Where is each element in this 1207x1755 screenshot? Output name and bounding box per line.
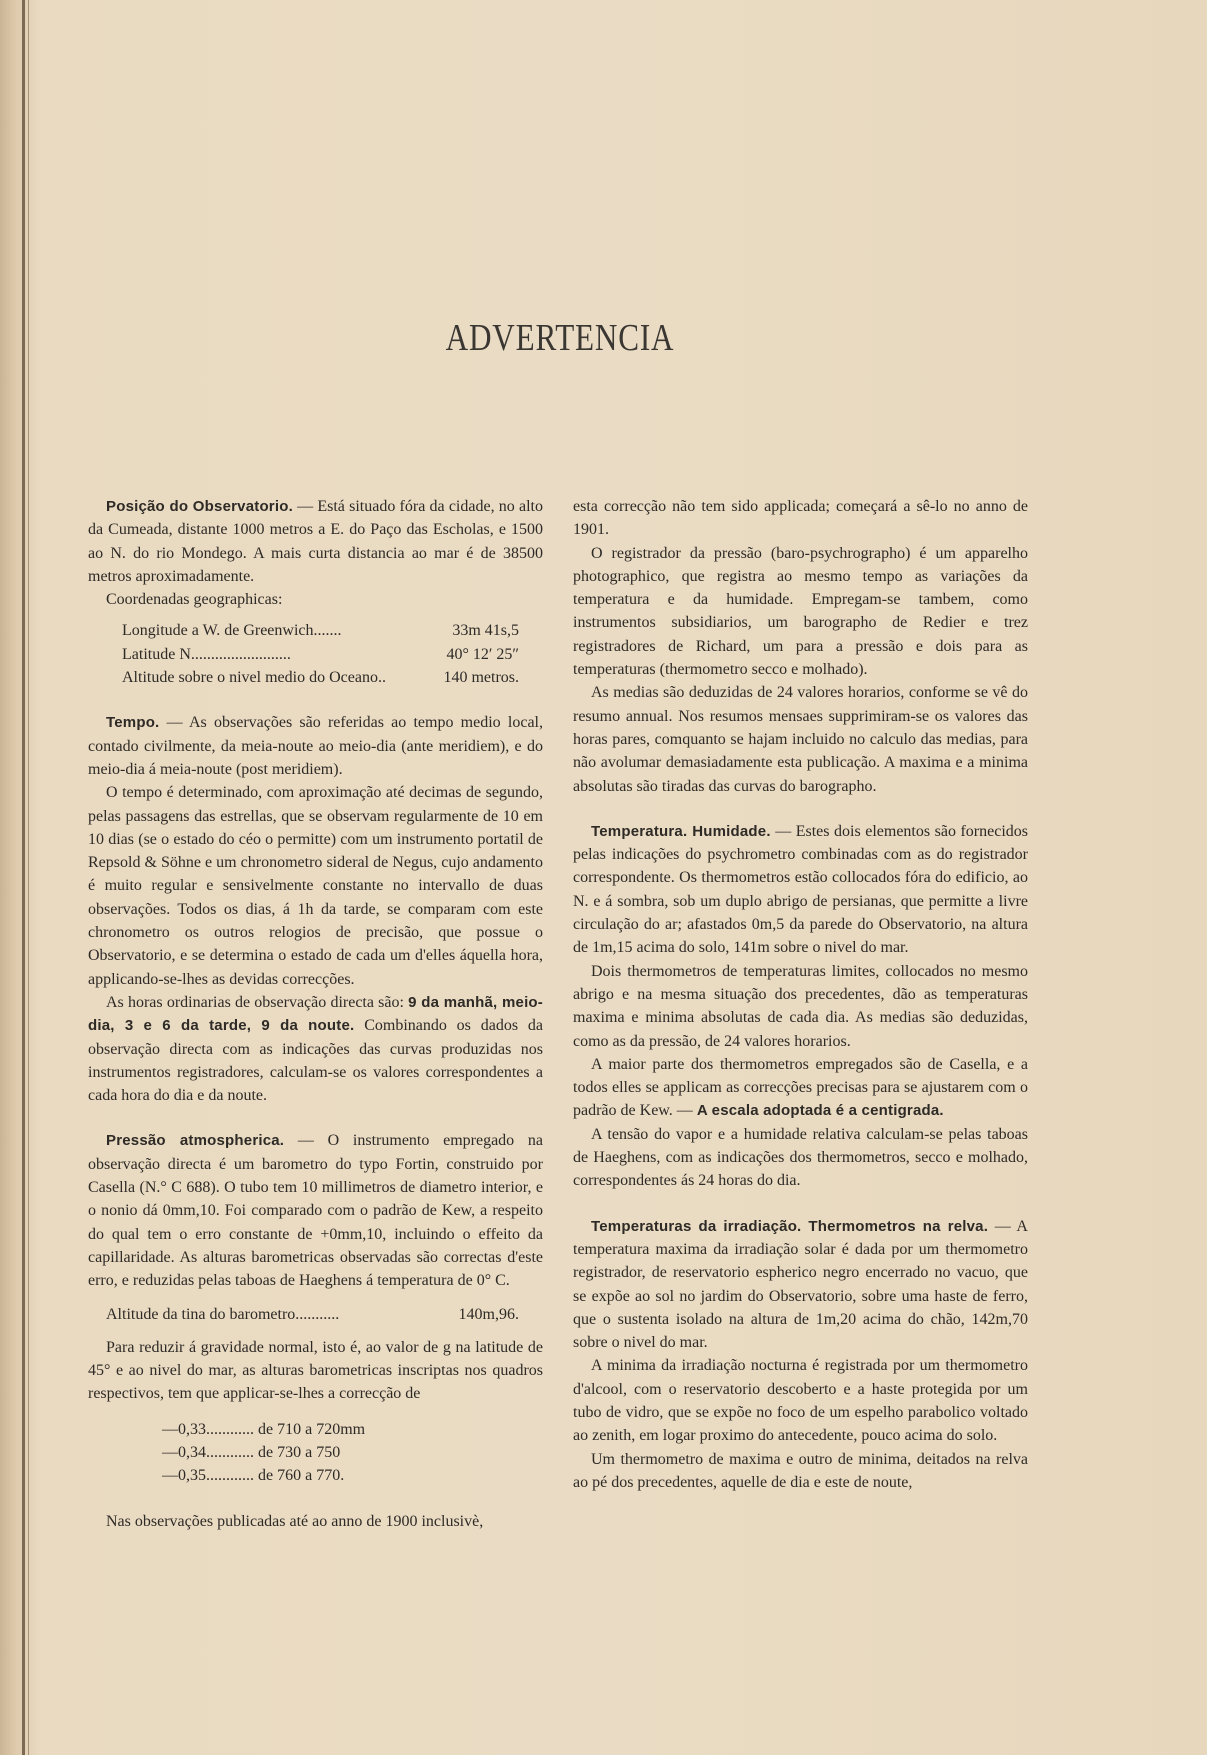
text-horas-end: Combinando os dados da observação directa com as indicações das curvas produzidas nos instrumentos registradores, calculam-se os valores correspondentes a cada hora do dia e da noute.	[88, 1017, 543, 1105]
coord-row-altitude	[122, 666, 543, 689]
paragraph-temperatura-2: Dois thermometros de temperaturas limites, collocados no mesmo abrigo e na mesma situação dos precedentes, dão as temperaturas maxima e minima absolutas de cada dia. As medias são deduzidas, como as da pressão, de 24 valores horarios.	[573, 962, 1028, 1050]
text-irradiacao: — A temperatura maxima da irradiação solar é dada por um thermometro registrador, de reservatorio espherico negro encerrado no vacuo, que se expõe ao sol no jardim do Observatorio, sobre uma haste de ferro, que o sustenta isolado na altura de 1m,20 acima do chão, 142m,70 sobre o nivel do mar.	[573, 1217, 1028, 1352]
longitude-label: Longitude a W. de Greenwich.......	[122, 622, 342, 640]
text-escala: A escala adoptada é a centigrada.	[696, 1102, 944, 1120]
text-pressao: — O instrumento empregado na observação directa é um barometro do typo Fortin, construido por Casella (N.° C 688). O tubo tem 10 millimetros de diametro interior, e o nonio dá 0mm,10. Foi comparado com o padrão de Kew, a respeito do qual tem o erro constante de +0mm,10, incluindo o effeito da capillaridade. As alturas barometricas observadas são correctas d'este erro, e reduzidas pelas taboas de Haeghens á temperatura de 0° C.	[88, 1132, 544, 1290]
coord-row-latitude	[122, 643, 543, 666]
paragraph-irradiacao	[573, 1215, 1028, 1355]
coordinates-block	[88, 619, 543, 689]
paragraph-temperatura-3	[573, 1053, 1028, 1123]
binding-edge	[22, 0, 25, 1755]
section-heading-tempo: Tempo.	[106, 714, 160, 732]
paragraph-tempo-3	[88, 991, 543, 1107]
section-heading-temperatura: Temperatura. Humidade.	[591, 822, 771, 840]
paragraph-temperatura-4: A tensão do vapor e a humidade relativa calculam-se pelas taboas de Haeghens, com as indicações dos thermometros, secco e molhado, correspondentes ás 24 horas do dia.	[573, 1125, 1028, 1190]
section-heading-pressao: Pressão atmospherica.	[106, 1132, 285, 1150]
paragraph-pressao	[88, 1129, 543, 1292]
left-column	[88, 495, 543, 1533]
section-heading-irradiacao: Temperaturas da irradiação. Thermometros na relva.	[591, 1217, 989, 1235]
text-casella: A maior parte dos thermometros empregados são de Casella, e a todos elles se applicam as correcções precisas para se ajustarem com o padrão de Kew. —	[573, 1055, 1028, 1120]
latitude-value: 40° 12′ 25″	[446, 645, 519, 663]
section-heading-posicao: Posição do Observatorio.	[106, 498, 293, 515]
coord-row-longitude	[122, 619, 543, 642]
text-temperatura: — Estes dois elementos são fornecidos pelas indicações do psychrometro combinadas com as do registrador correspondente. Os thermometros estão collocados fóra do edificio, ao N. e á sombra, sob um duplo abrigo de persianas, que permitte a livre circulação do ar; afastados 0m,5 da parede do Observatorio, na altura de 1m,15 acima do solo, 141m sobre o nivel do mar.	[573, 822, 1028, 957]
altitude-value: 140 metros.	[443, 669, 519, 687]
altitude-label: Altitude sobre o nivel medio do Oceano..	[122, 669, 386, 687]
paragraph-tempo	[88, 711, 543, 781]
paragraph-r3: As medias são deduzidas de 24 valores horarios, conforme se vê do resumo annual. Nos resumos mensaes supprimiram-se os valores das horas pares, comquanto se hajam incluido no calculo das medias, para não avolumar demasiadamente esta publicação. A maxima e a minima absolutas são tiradas das curvas do barographo.	[573, 684, 1028, 795]
text-horas: As horas ordinarias de observação directa são:	[106, 993, 409, 1011]
longitude-value: 33m 41s,5	[452, 622, 519, 640]
correction-item: —0,33............ de 710 a 720mm	[162, 1420, 366, 1438]
paragraph-temperatura	[573, 820, 1028, 960]
paragraph-gravidade: Para reduzir á gravidade normal, isto é, ao valor de g na latitude de 45° e ao nivel do mar, as alturas barometricas inscriptas nos quadros respectivos, tem que applicar-se-lhes a correcção de	[88, 1338, 543, 1403]
coord-label: Coordenadas geographicas:	[106, 591, 283, 609]
correction-item: —0,35............ de 760 a 770.	[162, 1467, 345, 1485]
text-horas-bold: 9 da manhã, meio-dia, 3 e 6 da tarde, 9 da noute.	[88, 993, 543, 1035]
tina-label: Altitude da tina do barometro...........	[106, 1305, 340, 1323]
paragraph-r1: esta correcção não tem sido applicada; começará a sê-lo no anno de 1901.	[573, 498, 1028, 539]
latitude-label: Latitude N.........................	[122, 645, 291, 663]
paragraph-irradiacao-2: A minima da irradiação nocturna é registrada por um thermometro d'alcool, com o reservatorio descoberto e a haste protegida por um tubo de vidro, que se expõe no foco de um espelho parabolico voltado ao zenith, em logar proximo do antecedente, pouco acima do solo.	[573, 1357, 1028, 1445]
paragraph-last: Nas observações publicadas até ao anno de 1900 inclusivè,	[106, 1512, 484, 1530]
tina-value: 140m,96.	[458, 1305, 519, 1323]
paragraph-tempo-2: O tempo é determinado, com aproximação até decimas de segundo, pelas passagens das estrellas, que se observam regularmente de 10 em 10 dias (se o estado do céo o permitte) com um instrumento portatil de Repsold & Söhne e um chronometro sideral de Negus, cujo andamento é muito regular e sensivelmente constante no intervallo de duas observações. Todos os dias, á 1h da tarde, se comparam com este chronometro os outros relogios de precisão, que possue o Observatorio, e se determina o estado de cada um d'elles áquella hora, applicando-se-lhes as devidas correcções.	[88, 784, 543, 988]
text-tempo: — As observações são referidas ao tempo medio local, contado civilmente, da meia-noute ao meio-dia (ante meridiem), e do meio-dia á meia-noute (post meridiem).	[88, 714, 543, 778]
paragraph-r2: O registrador da pressão (baro-psychrographo) é um apparelho photographico, que registra ao mesmo tempo as variações da temperatura e da humidade. Empregam-se tambem, como instrumentos subsidiarios, um barographo de Redier e trez registradores de Richard, um para a pressão e dois para as temperaturas (thermometro secco e molhado).	[573, 544, 1028, 679]
paragraph-irradiacao-3: Um thermometro de maxima e outro de minima, deitados na relva ao pé dos precedentes, aquelle de dia e este de noute,	[573, 1450, 1028, 1491]
correction-list	[88, 1418, 543, 1488]
binding-edge-line	[28, 0, 29, 1755]
right-column	[573, 495, 1028, 1494]
tina-row	[88, 1303, 543, 1326]
text-posicao: — Está situado fóra da cidade, no alto da Cumeada, distante 1000 metros a E. do Paço das Escholas, e 1500 ao N. do rio Mondego. A mais curta distancia ao mar é de 38500 metros aproximadamente.	[88, 498, 543, 585]
paragraph-posicao	[88, 495, 543, 588]
page-title: ADVERTENCIA	[445, 317, 675, 359]
correction-item: —0,34............ de 730 a 750	[162, 1443, 341, 1461]
